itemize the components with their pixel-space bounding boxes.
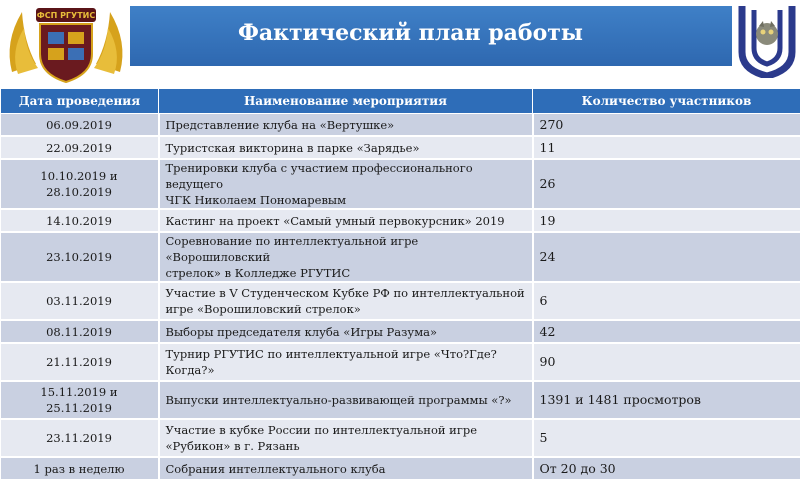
page-title: Фактический план работы (238, 20, 583, 46)
cell-event: Участие в кубке России по интеллектуальной игре «Рубикон» в г. Рязань (159, 419, 533, 457)
cell-count: 24 (533, 232, 800, 282)
column-header-event: Наименование мероприятия (159, 89, 533, 114)
cell-count: 42 (533, 320, 800, 343)
cell-event: Выпуски интеллектуально-развивающей программы «?» (159, 381, 533, 419)
table-row (1, 209, 800, 232)
cell-count: 270 (533, 114, 800, 137)
table-header-row (1, 89, 800, 114)
table-row (1, 381, 800, 419)
cell-date: 15.11.2019 и 25.11.2019 (1, 381, 159, 419)
cell-count: 5 (533, 419, 800, 457)
cell-event: Тренировки клуба с участием профессионального ведущего ЧГК Николаем Пономаревым (159, 159, 533, 209)
table-row (1, 114, 800, 137)
cell-count: 1391 и 1481 просмотров (533, 381, 800, 419)
cell-event: Собрания интеллектуального клуба (159, 457, 533, 480)
cell-date: 10.10.2019 и 28.10.2019 (1, 159, 159, 209)
cell-date: 14.10.2019 (1, 209, 159, 232)
cell-count: 11 (533, 136, 800, 159)
cell-event: Соревнование по интеллектуальной игре «Ворошиловский стрелок» в Колледже РГУТИС (159, 232, 533, 282)
table-row (1, 282, 800, 320)
table-row (1, 343, 800, 381)
cell-event: Туристская викторина в парке «Зарядье» (159, 136, 533, 159)
cell-date: 08.11.2019 (1, 320, 159, 343)
cell-date: 03.11.2019 (1, 282, 159, 320)
cell-event: Турнир РГУТИС по интеллектуальной игре «Что?Где? Когда?» (159, 343, 533, 381)
cell-event: Представление клуба на «Вертушке» (159, 114, 533, 137)
club-emblem (2, 2, 130, 86)
column-header-date: Дата проведения (1, 89, 159, 114)
column-header-count: Количество участников (533, 89, 800, 114)
cell-count: От 20 до 30 (533, 457, 800, 480)
university-logo (734, 0, 800, 78)
cell-count: 19 (533, 209, 800, 232)
svg-text:ФСП РГУТИС: ФСП РГУТИС (37, 11, 96, 20)
table-row (1, 419, 800, 457)
cell-date: 21.11.2019 (1, 343, 159, 381)
cell-event: Кастинг на проект «Самый умный первокурсник» 2019 (159, 209, 533, 232)
table-row (1, 457, 800, 480)
cell-event: Выборы председателя клуба «Игры Разума» (159, 320, 533, 343)
title-bar (130, 6, 732, 66)
table-body (1, 114, 800, 481)
cell-date: 1 раз в неделю (1, 457, 159, 480)
cell-count: 90 (533, 343, 800, 381)
table-row (1, 136, 800, 159)
table-row (1, 159, 800, 209)
work-plan-table (0, 88, 800, 481)
table-row (1, 232, 800, 282)
cell-count: 6 (533, 282, 800, 320)
cell-date: 06.09.2019 (1, 114, 159, 137)
cell-date: 23.11.2019 (1, 419, 159, 457)
cell-date: 22.09.2019 (1, 136, 159, 159)
cell-date: 23.10.2019 (1, 232, 159, 282)
cell-count: 26 (533, 159, 800, 209)
slide-header (0, 0, 800, 86)
cell-event: Участие в V Студенческом Кубке РФ по интеллектуальной игре «Ворошиловский стрелок» (159, 282, 533, 320)
table-row (1, 320, 800, 343)
